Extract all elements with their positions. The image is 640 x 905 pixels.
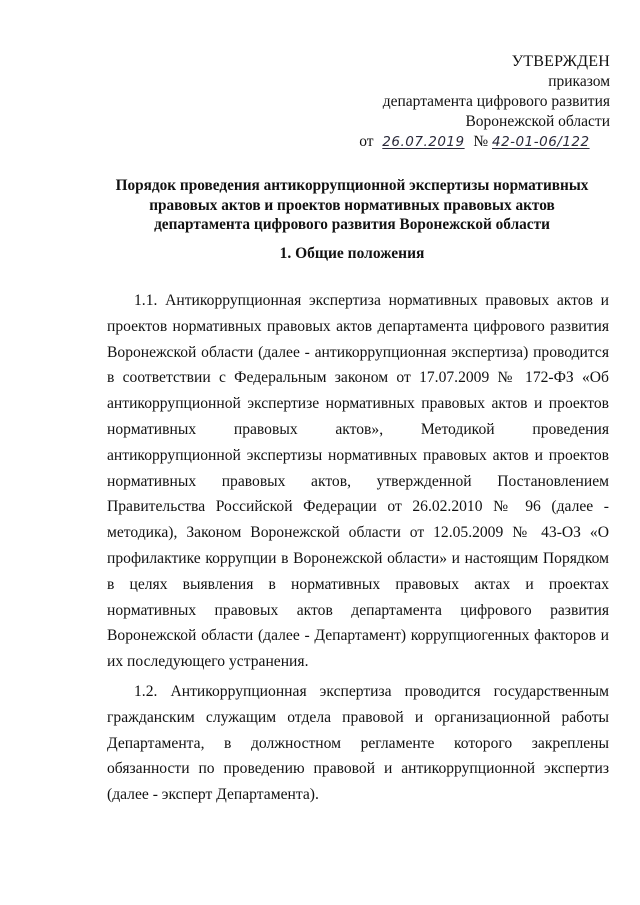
approval-line-region: Воронежской области — [465, 113, 610, 130]
section-heading: 1. Общие положения — [279, 245, 425, 262]
document-title: Порядок проведения антикоррупционной экспертизы нормативных правовых актов и проектов нормативных правовых актов департамента цифрового развития Воронежской области — [115, 177, 589, 233]
approval-line-department: департамента цифрового развития — [382, 93, 610, 110]
paragraph-1-1: 1.1. Антикоррупционная экспертиза нормативных правовых актов и проектов нормативных правовых актов департамента цифрового развития Воронежской области (далее - антикоррупционная экспертиза) проводится в соответствии с Федеральным законом от 17.07.2009 № 172-ФЗ «Об антикоррупционной экспертизе нормативных правовых актов и проектов нормативных правовых актов», Методикой проведения антикоррупционной экспертизы нормативных правовых актов и проектов нормативных правовых актов, утвержденной Постановлением Правительства Российской Федерации от 26.02.2010 № 96 (далее - методика), Законом Воронежской области от 12.05.2009 № 43-ОЗ «О профилактике коррупции в Воронежской области» и настоящим Порядком в целях выявления в нормативных правовых актах и проектах нормативных правовых актов департамента цифрового развития Воронежской области (далее - Департамент) коррупциогенных факторов и их последующего устранения. — [107, 292, 609, 671]
number-prefix: № — [473, 133, 489, 150]
handwritten-date: 26.07.2019 — [382, 134, 465, 150]
approval-heading: УТВЕРЖДЕН — [511, 53, 610, 70]
approval-line-order: приказом — [548, 73, 610, 90]
approval-block — [310, 52, 610, 152]
approval-date-line — [310, 132, 610, 152]
handwritten-number: 42-01-06/122 — [492, 134, 590, 150]
document-body — [107, 288, 609, 812]
paragraph-1-2: 1.2. Антикоррупционная экспертиза проводится государственным гражданским служащим отдела правовой и организационной работы Департамента, в должностном регламенте которого закреплены обязанности по проведению правовой и антикоррупционной экспертиз (далее - эксперт Департамента). — [107, 682, 609, 804]
date-prefix: от — [359, 133, 374, 150]
